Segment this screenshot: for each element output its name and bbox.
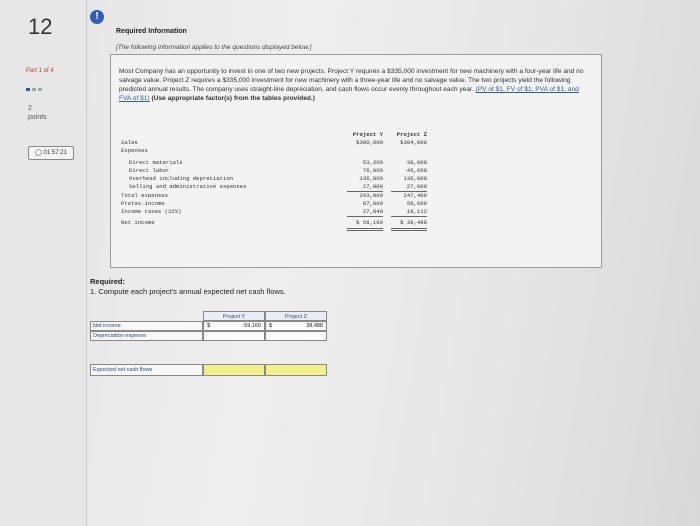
answer-row-label: Expected net cash flows xyxy=(90,364,203,376)
required-info-title: Required Information xyxy=(116,28,187,35)
row-label: Direct labor xyxy=(129,167,170,174)
table-row xyxy=(121,147,535,155)
currency-prefix: $ xyxy=(207,323,211,329)
part-indicator: Part 1 of 4 xyxy=(26,68,54,74)
value-z: 27,000 xyxy=(406,183,427,190)
value-z: 38,000 xyxy=(406,159,427,166)
value-y: 87,000 xyxy=(362,200,383,207)
net-cash-flow-z-input[interactable] xyxy=(265,364,327,376)
problem-description xyxy=(119,67,589,103)
description-text: Most Company has an opportunity to invest in one of two new projects. Project Y requires a $335,000 investment for new machinery with a four-year life and no salvage value. Project Z requires a $335,000 investment for new machinery with a three-year life and no salvage value. The two projects yield the following predicted annual results. The company uses straight-line depreciation, and cash flows occur evenly throughout each year. xyxy=(119,68,584,93)
info-panel xyxy=(110,54,602,268)
value-y: 136,800 xyxy=(359,175,383,182)
value-z: 136,800 xyxy=(403,175,427,182)
value-y: 76,000 xyxy=(362,167,383,174)
answer-row-label: Net income xyxy=(90,321,203,331)
net-income-z-input[interactable] xyxy=(265,321,327,331)
timer-badge xyxy=(28,146,74,160)
answer-header-project-z: Project Z xyxy=(265,311,327,321)
value-y: $380,000 xyxy=(356,139,383,146)
spacer-row xyxy=(90,341,327,364)
required-task: 1. Compute each project's annual expected net cash flows. xyxy=(90,287,286,296)
table-row xyxy=(121,219,535,227)
row-label: Sales xyxy=(121,139,138,146)
alert-icon[interactable]: ! xyxy=(90,10,104,24)
value-y: 293,000 xyxy=(359,192,383,199)
table-row xyxy=(121,139,535,147)
value-z: $304,000 xyxy=(400,139,427,146)
answer-table xyxy=(90,311,340,379)
total-rule xyxy=(391,228,427,231)
value-z: 45,600 xyxy=(406,167,427,174)
row-label: Expenses xyxy=(121,147,148,154)
input-value: 38,488 xyxy=(306,323,323,329)
points-box xyxy=(28,104,47,122)
table-row xyxy=(121,175,535,183)
timer-text: 01:57:21 xyxy=(43,150,67,156)
table-row xyxy=(121,183,535,191)
net-income-y-input[interactable] xyxy=(203,321,265,331)
question-number: 12 xyxy=(28,14,53,39)
row-label: Overhead including depreciation xyxy=(129,175,234,182)
table-row xyxy=(121,200,535,208)
table-row xyxy=(121,192,535,200)
subtotal-rule xyxy=(347,216,383,217)
depreciation-y-input[interactable] xyxy=(203,331,265,341)
row-label: Selling and administrative expenses xyxy=(129,183,247,190)
part-progress-segment xyxy=(26,88,30,91)
value-y: 27,840 xyxy=(362,208,383,215)
col-header-project-y: Project Y xyxy=(352,131,383,138)
row-label: Income taxes (32%) xyxy=(121,208,182,215)
answer-row-label: Depreciation expense xyxy=(90,331,203,341)
clock-icon: ◯ xyxy=(35,150,42,156)
row-label: Direct materials xyxy=(129,159,183,166)
value-z: 56,600 xyxy=(406,200,427,207)
table-row xyxy=(121,208,535,216)
value-z: $ 38,488 xyxy=(400,219,427,226)
row-label: Net income xyxy=(121,219,155,226)
factor-table-links[interactable]: (PV of $1, FV of $1, PVA of $1, and FVA of $1) xyxy=(119,86,579,102)
value-z: 18,112 xyxy=(406,208,427,215)
total-rule xyxy=(347,228,383,231)
answer-header-project-y: Project Y xyxy=(203,311,265,321)
value-y: 27,000 xyxy=(362,183,383,190)
required-info-note: [The following information applies to the questions displayed below.] xyxy=(116,44,312,51)
depreciation-z-input[interactable] xyxy=(265,331,327,341)
financial-statement xyxy=(121,131,535,241)
value-z: 247,400 xyxy=(403,192,427,199)
value-y: 53,200 xyxy=(362,159,383,166)
points-label: points xyxy=(28,114,47,121)
row-label: Pretax income xyxy=(121,200,165,207)
factor-instruction: (Use appropriate factor(s) from the tables provided.) xyxy=(151,95,315,102)
input-value: 59,160 xyxy=(244,323,261,329)
net-cash-flow-y-input[interactable] xyxy=(203,364,265,376)
points-value: 2 xyxy=(28,105,32,112)
subtotal-rule xyxy=(391,216,427,217)
part-progress-segment xyxy=(32,88,36,91)
required-section xyxy=(90,277,286,297)
row-label: Total expenses xyxy=(121,192,168,199)
table-row xyxy=(121,167,535,175)
currency-prefix: $ xyxy=(269,323,273,329)
col-header-project-z: Project Z xyxy=(396,131,427,138)
value-y: $ 59,160 xyxy=(356,219,383,226)
part-progress-bar xyxy=(26,78,46,81)
part-progress-segment xyxy=(38,88,42,91)
required-heading: Required: xyxy=(90,277,126,286)
table-row xyxy=(121,159,535,167)
